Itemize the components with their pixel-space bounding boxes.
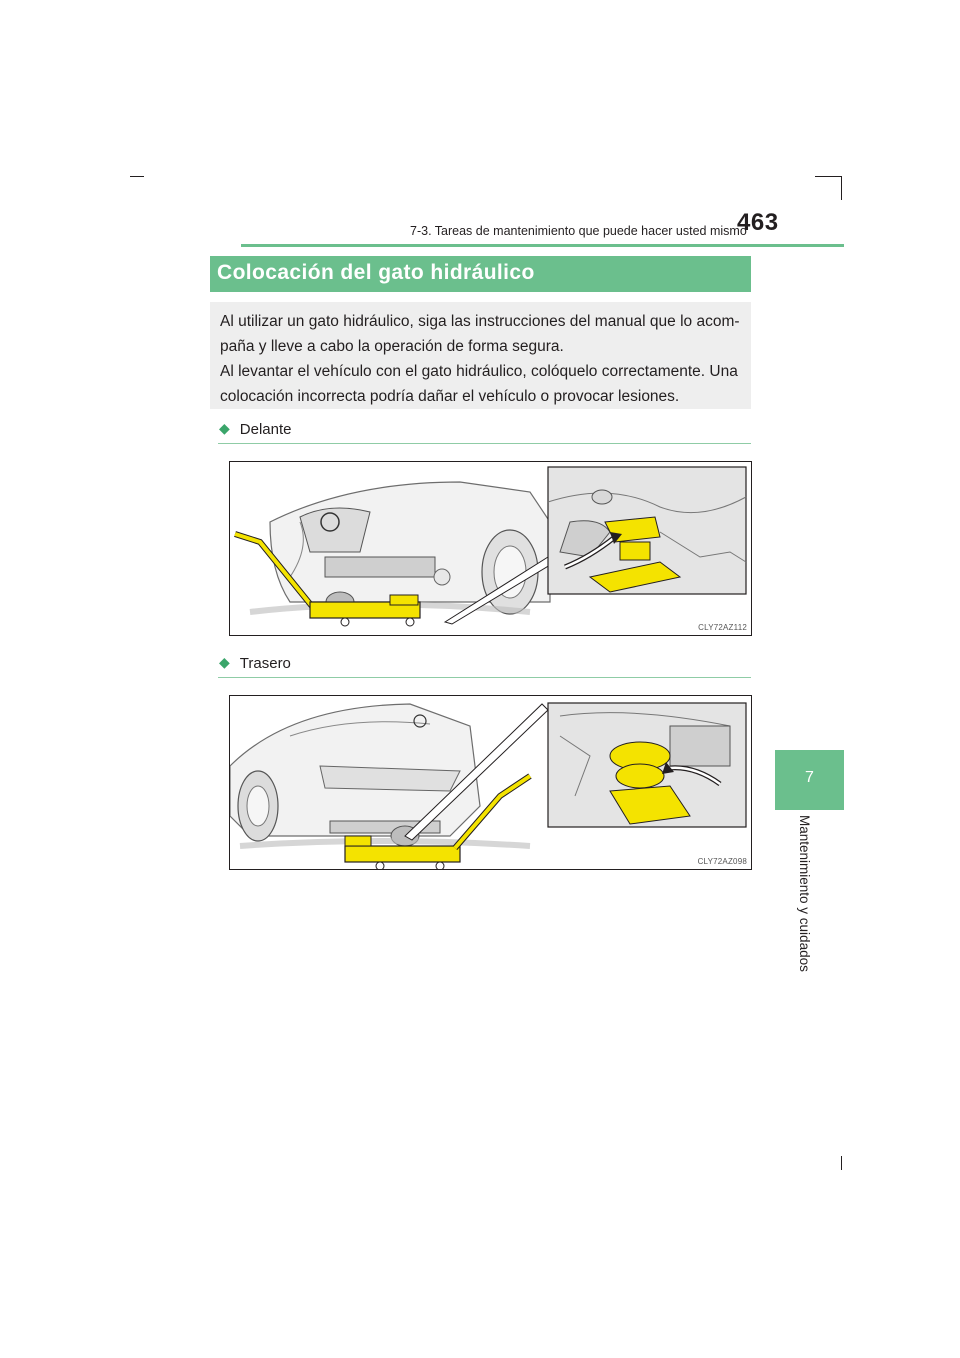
subsection-rule xyxy=(218,677,751,678)
header-rule xyxy=(241,244,844,247)
chapter-title: Mantenimiento y cuidados xyxy=(797,815,812,972)
intro-box xyxy=(210,302,751,409)
section-path: 7-3. Tareas de mantenimiento que puede hacer usted mismo xyxy=(410,224,747,238)
intro-paragraph: Al levantar el vehículo con el gato hidráulico, colóquelo correctamente. Una colocación incorrecta podría dañar el vehículo o provocar lesiones. xyxy=(220,363,738,405)
page-number: 463 xyxy=(737,209,779,236)
subsection-heading-front xyxy=(219,421,291,438)
intro-paragraph: Al utilizar un gato hidráulico, siga las instrucciones del manual que lo acom-paña y lleve a cabo la operación de forma segura. xyxy=(220,313,740,355)
diamond-bullet-icon: ◆ xyxy=(219,654,230,670)
section-title-bar xyxy=(210,256,751,292)
figure-code: CLY72AZ112 xyxy=(698,623,747,632)
section-title: Colocación del gato hidráulico xyxy=(217,261,535,284)
rear-jack-illustration xyxy=(229,695,752,870)
subsection-rule xyxy=(218,443,751,444)
subsection-heading-rear xyxy=(219,655,291,672)
figure-code: CLY72AZ098 xyxy=(697,857,747,866)
subsection-title: Delante xyxy=(239,421,292,438)
crop-mark xyxy=(130,176,144,177)
crop-mark xyxy=(841,1156,842,1170)
diamond-bullet-icon: ◆ xyxy=(219,420,230,436)
subsection-title: Trasero xyxy=(239,655,291,672)
chapter-tab xyxy=(775,750,844,810)
chapter-number: 7 xyxy=(805,769,814,786)
crop-mark xyxy=(841,176,842,200)
front-jack-illustration xyxy=(229,461,752,636)
crop-mark xyxy=(815,176,841,177)
